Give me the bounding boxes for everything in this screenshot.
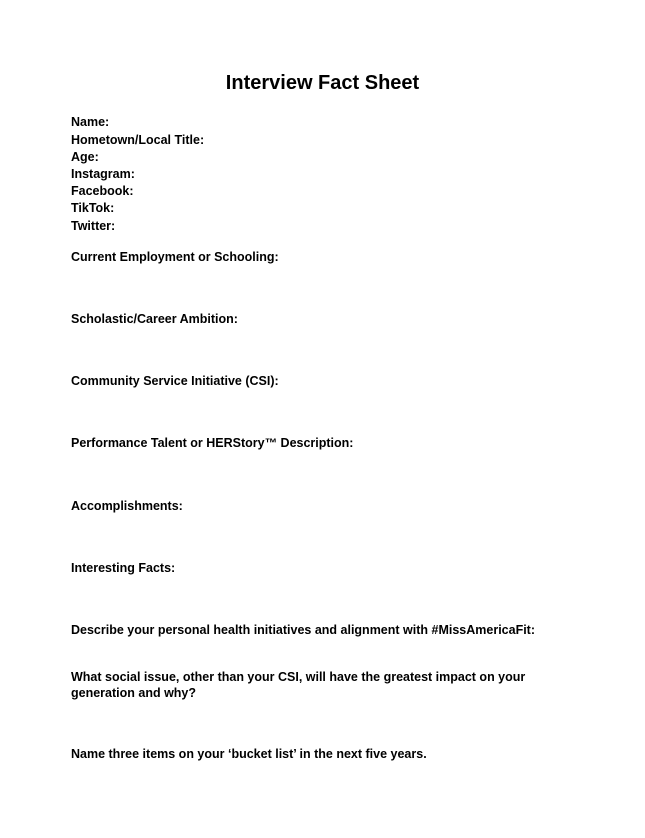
section-health-heading: Describe your personal health initiatives and alignment with #MissAmericaFit: (71, 623, 536, 637)
section-facts-heading: Interesting Facts: (71, 561, 176, 575)
field-hometown-label: Hometown/Local Title: (71, 133, 205, 147)
section-ambition-heading: Scholastic/Career Ambition: (71, 312, 238, 326)
field-age-label: Age: (71, 150, 99, 164)
section-csi-heading: Community Service Initiative (CSI): (71, 374, 279, 388)
field-facebook-label: Facebook: (71, 184, 134, 198)
field-instagram-label: Instagram: (71, 167, 135, 181)
section-social-issue-heading: What social issue, other than your CSI, will have the greatest impact on your generation and why? (71, 670, 526, 700)
field-name-label: Name: (71, 115, 110, 129)
section-accomplishments-heading: Accomplishments: (71, 499, 183, 513)
section-employment-heading: Current Employment or Schooling: (71, 250, 279, 264)
section-bucket-list-heading: Name three items on your ‘bucket list’ in the next five years. (71, 747, 427, 761)
section-talent-heading: Performance Talent or HERStory™ Description: (71, 436, 354, 450)
field-twitter-label: Twitter: (71, 219, 116, 233)
field-tiktok-label: TikTok: (71, 201, 115, 215)
page-title: Interview Fact Sheet (225, 72, 420, 94)
